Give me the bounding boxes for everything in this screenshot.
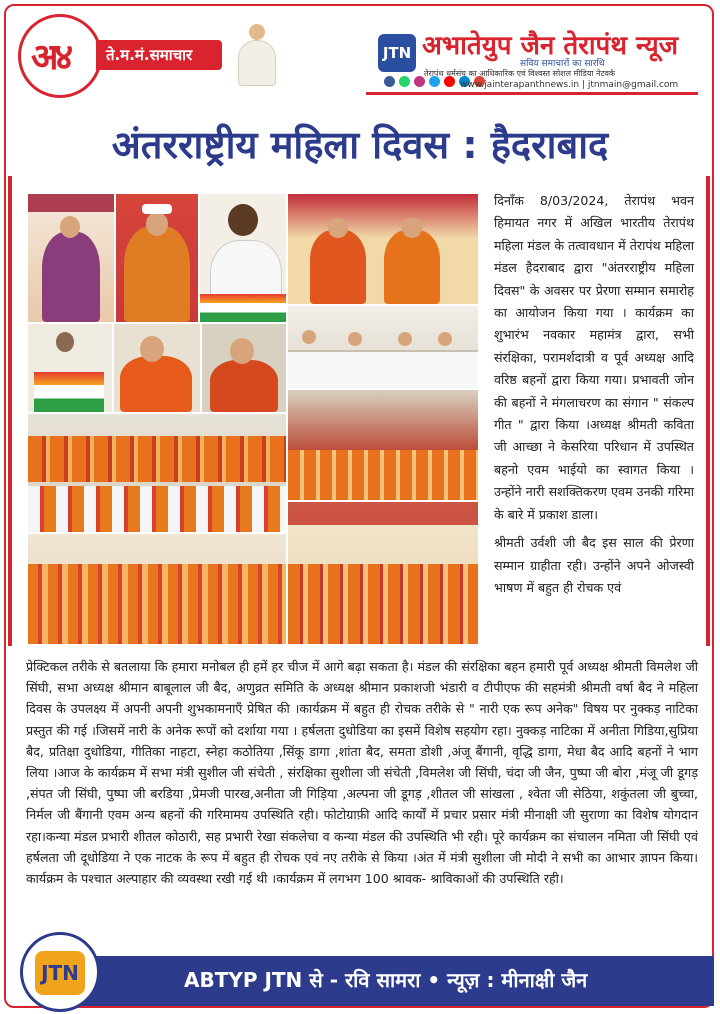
article-body: प्रेक्टिकल तरीके से बतलाया कि हमारा मनोबल ही हमें हर चीज में आगे बढ़ा सकता है। मंडल की संरक्षिका बहन हमारी पूर्व अध्यक्ष श्रीमती विमलेश जी सिंघी, सभा अध्यक्ष श्रीमान बाबूलाल जी बैद, अणुव्रत समिति के अध्यक्ष श्रीमान प्रकाशजी भंडारी व टीपीएफ की सहमंत्री श्रीमती वर्षा बैद ने महिला दिवस के उपलक्ष्य में अपनी अपनी शुभकामनाएँ प्रेषित की ।कार्यक्रम में बहुत ही रोचक तरीके से " नारी एक रूप अनेक" विषय पर नुक्कड़ नाटिका प्रस्तुत की गई ।जिसमें नारी के अनेक रूपों को दर्शाया गया । हर्षलता दुधोडिया का इसमें विशेष सहयोग रहा। नुक्कड़ नाटिका में अनीता गिडिया,सुप्रिया बैद, प्रतिक्षा दुधोडिया, गीतिका नाहटा, स्नेहा कठोतिया ,सिंकू डागा ,शांता बैद, समता डोशी ,अंजू बैंगानी, वृद्धि डागा, मेधा बैद आदि बहनों ने भाग लिया ।आज के कार्यक्रम में सभा मंत्री सुशील जी संचेती , संरक्षिका सुशीला जी संचेती ,विमलेश जी सिंघी, चंदा जी जैन, पुष्पा जी बोरा ,मंजू जी डूगड़ ,संपत जी सिंघी, पुष्पा जी बरडिया ,प्रेमजी पारख,अनीता जी गिड़िया ,अल्पना जी डूगड़ ,शीतल जी सांखला , श्वेता जी सेठिया, शकुंतला जी बुच्चा, निर्मल जी बैंगानी एवम अन्य बहनों की गरिमामय उपस्थिति रही। फोटोग्राफ़ी आदि कार्यों में प्रचार प्रसार मंत्री मीनाक्षी जी सुराणा का विशेष योगदान रहा।कन्या मंडल प्रभारी शीतल कोठारी, सह प्रभारी रेखा संकलेचा व कन्या मंडल की उपस्थिति भी रही। पूरे कार्यक्रम का संचालन नमिता जी सिंघी एवं हर्षलता जी दूधोडिया ने एक नाटक के रूप में बहुत ही रोचक एवं नए तरीके से किया ।अंत में मंत्री सुशीला जी मोदी ने सभी का आभार ज्ञापन किया। कार्यक्रम के पश्चात अल्पाहार की व्यवस्था रखी गई थी ।कार्यक्रम में लगभग 100 श्रावक- श्राविकाओं की उपस्थिति रही। (26, 659, 698, 887)
brand-tagline: सविय समाचारों का सारथि (520, 59, 605, 69)
photo-speaker-2 (116, 194, 198, 322)
website-link[interactable]: www.jainterapanthnews.in | jtnmain@gmail.com (460, 80, 679, 90)
right-accent-bar (706, 176, 710, 646)
facebook-icon[interactable] (384, 76, 395, 87)
photo-speaker-3 (200, 194, 286, 322)
whatsapp-icon[interactable] (399, 76, 410, 87)
brand-subtitle: तेरापंथ धर्मसंघ का आधिकारिक एवं विश्वस्त सोशल मीडिया नेटवर्क (424, 69, 616, 78)
tmm-logo (18, 14, 102, 98)
photo-stage-duo (288, 194, 478, 304)
article-paragraph-2: श्रीमती उर्वशी जी बैद इस साल की प्रेरणा सम्मान ग्राहीता रही। उन्होंने अपने ओजस्वी भाषण में बहुत ही रोचक एवं (494, 535, 694, 595)
photo-dais (288, 306, 478, 388)
header-divider (366, 92, 698, 95)
jtn-footer-logo-text: JTN (35, 951, 85, 995)
tmm-label: ते.म.मं.समाचार (96, 40, 222, 70)
tmm-logo-mark-icon: अ४ (31, 36, 70, 78)
footer-credit: ABTYP JTN से - रवि सामरा • न्यूज़ : मीनाक्षी जैन (184, 968, 588, 992)
page-title: अंतरराष्ट्रीय महिला दिवस : हैदराबाद (111, 123, 609, 167)
jtn-footer-logo (20, 932, 100, 1012)
brand-title: अभातेयुप जैन तेरापंथ न्यूज (422, 31, 679, 61)
left-accent-bar (8, 176, 12, 646)
photo-group-honour (288, 390, 478, 500)
article-side-column (494, 190, 694, 605)
photo-group-large (28, 534, 286, 644)
photo-speaker-5 (114, 324, 200, 412)
photo-speaker-4 (28, 324, 112, 412)
photo-group-hall (28, 414, 286, 532)
photo-speaker-1 (28, 194, 114, 322)
guru-portrait (238, 24, 276, 86)
photo-group-banner (288, 502, 478, 644)
article-paragraph-1: दिनाँक 8/03/2024, तेरापंथ भवन हिमायत नगर में अखिल भारतीय तेरापंथ महिला मंडल के तत्वावधान में तेरापंथ महिला मंडल हैदराबाद द्वारा "अंतरराष्ट्रीय महिला दिवस" के अवसर पर प्रेरणा सम्मान समारोह का आयोजन किया गया । कार्यक्रम का शुभारंभ नवकार महामंत्र द्वारा, सभी संरक्षिका, परामर्शदात्री व पूर्व अध्यक्ष आदि वरिष्ठ बहनों द्वारा किया गया। प्रभावती जोन की बहनों ने मंगलाचरण का संगान " संकल्प गीत " द्वारा किया ।अध्यक्ष श्रीमती कविता जी आच्छा ने केसरिया परिधान में उपस्थित बहनो एवम भाईयो का स्वागत किया । उन्होंने नारी सशक्तिकरण एवम उनकी गरिमा के बारे में प्रकाश डाला। (494, 193, 694, 522)
jtn-logo-small: JTN (378, 34, 416, 72)
photo-speaker-6 (202, 324, 286, 412)
